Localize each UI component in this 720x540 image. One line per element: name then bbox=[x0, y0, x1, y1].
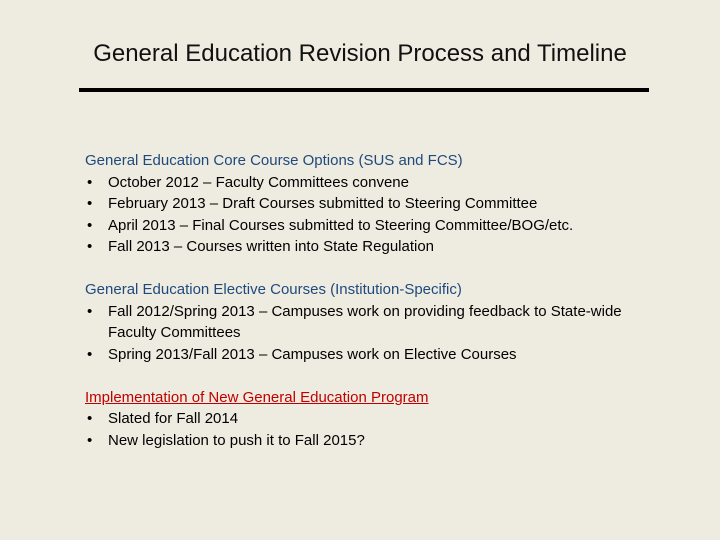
list-item-text: New legislation to push it to Fall 2015? bbox=[108, 431, 365, 449]
list-item bbox=[85, 408, 665, 430]
bullet-icon: • bbox=[87, 216, 93, 234]
list-item bbox=[85, 301, 665, 344]
slide-content bbox=[85, 150, 665, 473]
list-item-text: October 2012 – Faculty Committees convene bbox=[108, 173, 409, 191]
bullet-icon: • bbox=[87, 410, 93, 427]
list-item bbox=[85, 215, 665, 237]
bullet-icon: • bbox=[87, 302, 93, 320]
list-item bbox=[85, 193, 665, 215]
list-item bbox=[85, 344, 665, 366]
section-elective-courses bbox=[85, 279, 665, 365]
slide-title: General Education Revision Process and Timeline bbox=[93, 40, 627, 67]
bullet-list bbox=[85, 172, 665, 258]
section-heading: General Education Core Course Options (SUS and FCS) bbox=[85, 152, 463, 169]
bullet-icon: • bbox=[87, 195, 93, 212]
section-implementation bbox=[85, 387, 665, 452]
section-heading: General Education Elective Courses (Institution-Specific) bbox=[85, 281, 462, 298]
bullet-icon: • bbox=[87, 345, 93, 363]
bullet-icon: • bbox=[87, 431, 93, 449]
list-item-text: April 2013 – Final Courses submitted to Steering Committee/BOG/etc. bbox=[108, 216, 574, 234]
list-item-text: Fall 2013 – Courses written into State Regulation bbox=[108, 238, 435, 255]
title-divider bbox=[79, 88, 649, 92]
list-item-text: Fall 2012/Spring 2013 – Campuses work on providing feedback to State-wide Faculty Committees bbox=[108, 302, 622, 341]
list-item-text: Spring 2013/Fall 2013 – Campuses work on Elective Courses bbox=[108, 345, 517, 363]
list-item bbox=[85, 430, 665, 452]
list-item bbox=[85, 172, 665, 194]
list-item bbox=[85, 236, 665, 258]
list-item-text: February 2013 – Draft Courses submitted to Steering Committee bbox=[108, 195, 538, 212]
section-heading: Implementation of New General Education Program bbox=[85, 388, 429, 406]
section-core-courses bbox=[85, 150, 665, 258]
bullet-icon: • bbox=[87, 238, 93, 255]
list-item-text: Slated for Fall 2014 bbox=[108, 410, 239, 427]
bullet-list bbox=[85, 301, 665, 366]
bullet-icon: • bbox=[87, 173, 93, 191]
bullet-list bbox=[85, 408, 665, 451]
